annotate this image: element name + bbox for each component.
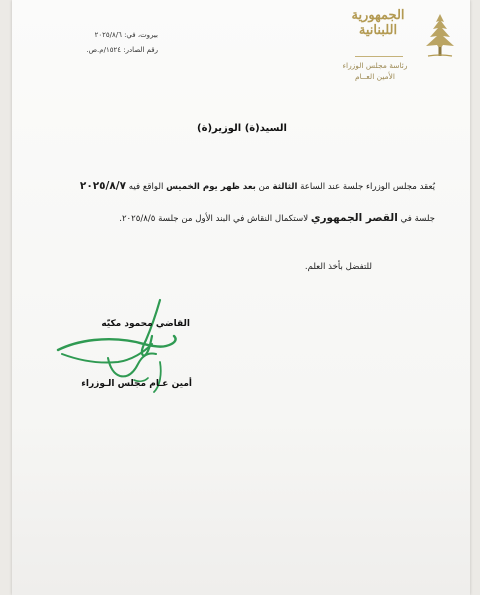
letterhead-subtitle [330,60,420,82]
place-date: بيروت، في: ٢٠٢٥/٨/٦ [94,31,158,39]
letterhead-title-line2: اللبنانية [358,23,398,38]
body-text: من [258,182,270,192]
date-reference-block [48,28,158,58]
body-text: لاستكمال النقاش في البند الأول من جلسة ٢٠٢٥/٨/٥. [119,214,309,224]
letterhead-subtitle-line2: الأمين العــام [354,72,396,81]
meeting-location: القصر الجمهوري [310,212,398,224]
meeting-date: ٢٠٢٥/٨/٧ [79,180,127,192]
body-text: جلسة في [400,214,435,224]
letterhead-divider [355,56,403,57]
body-text: يُعقد مجلس الوزراء جلسة عند الساعة [300,182,435,192]
reference-number: رقم الصادر: ١٥٢٤/م.ص. [86,46,158,54]
letterhead-title-line1: الجمهورية [351,8,405,23]
signatory-role: أمين عـام مجلس الـوزراء [81,379,192,389]
document-page [12,0,470,595]
letterhead-subtitle-line1: رئاسة مجلس الوزراء [342,61,408,70]
signatory-name: القاضي محمود مكيّه [101,319,190,329]
meeting-time: الثالثة [272,182,298,192]
letterhead-title [342,8,414,38]
closing-line: للتفضل بأخذ العلم. [304,262,372,272]
meeting-day: بعد ظهر يوم الخميس [166,182,256,192]
body-line-1 [70,180,435,192]
body-text: الواقع فيه [128,182,164,192]
salutation: السيد(ة) الوزير(ة) [197,123,287,134]
cedar-emblem-icon [414,10,466,62]
body-line-2 [70,212,435,224]
